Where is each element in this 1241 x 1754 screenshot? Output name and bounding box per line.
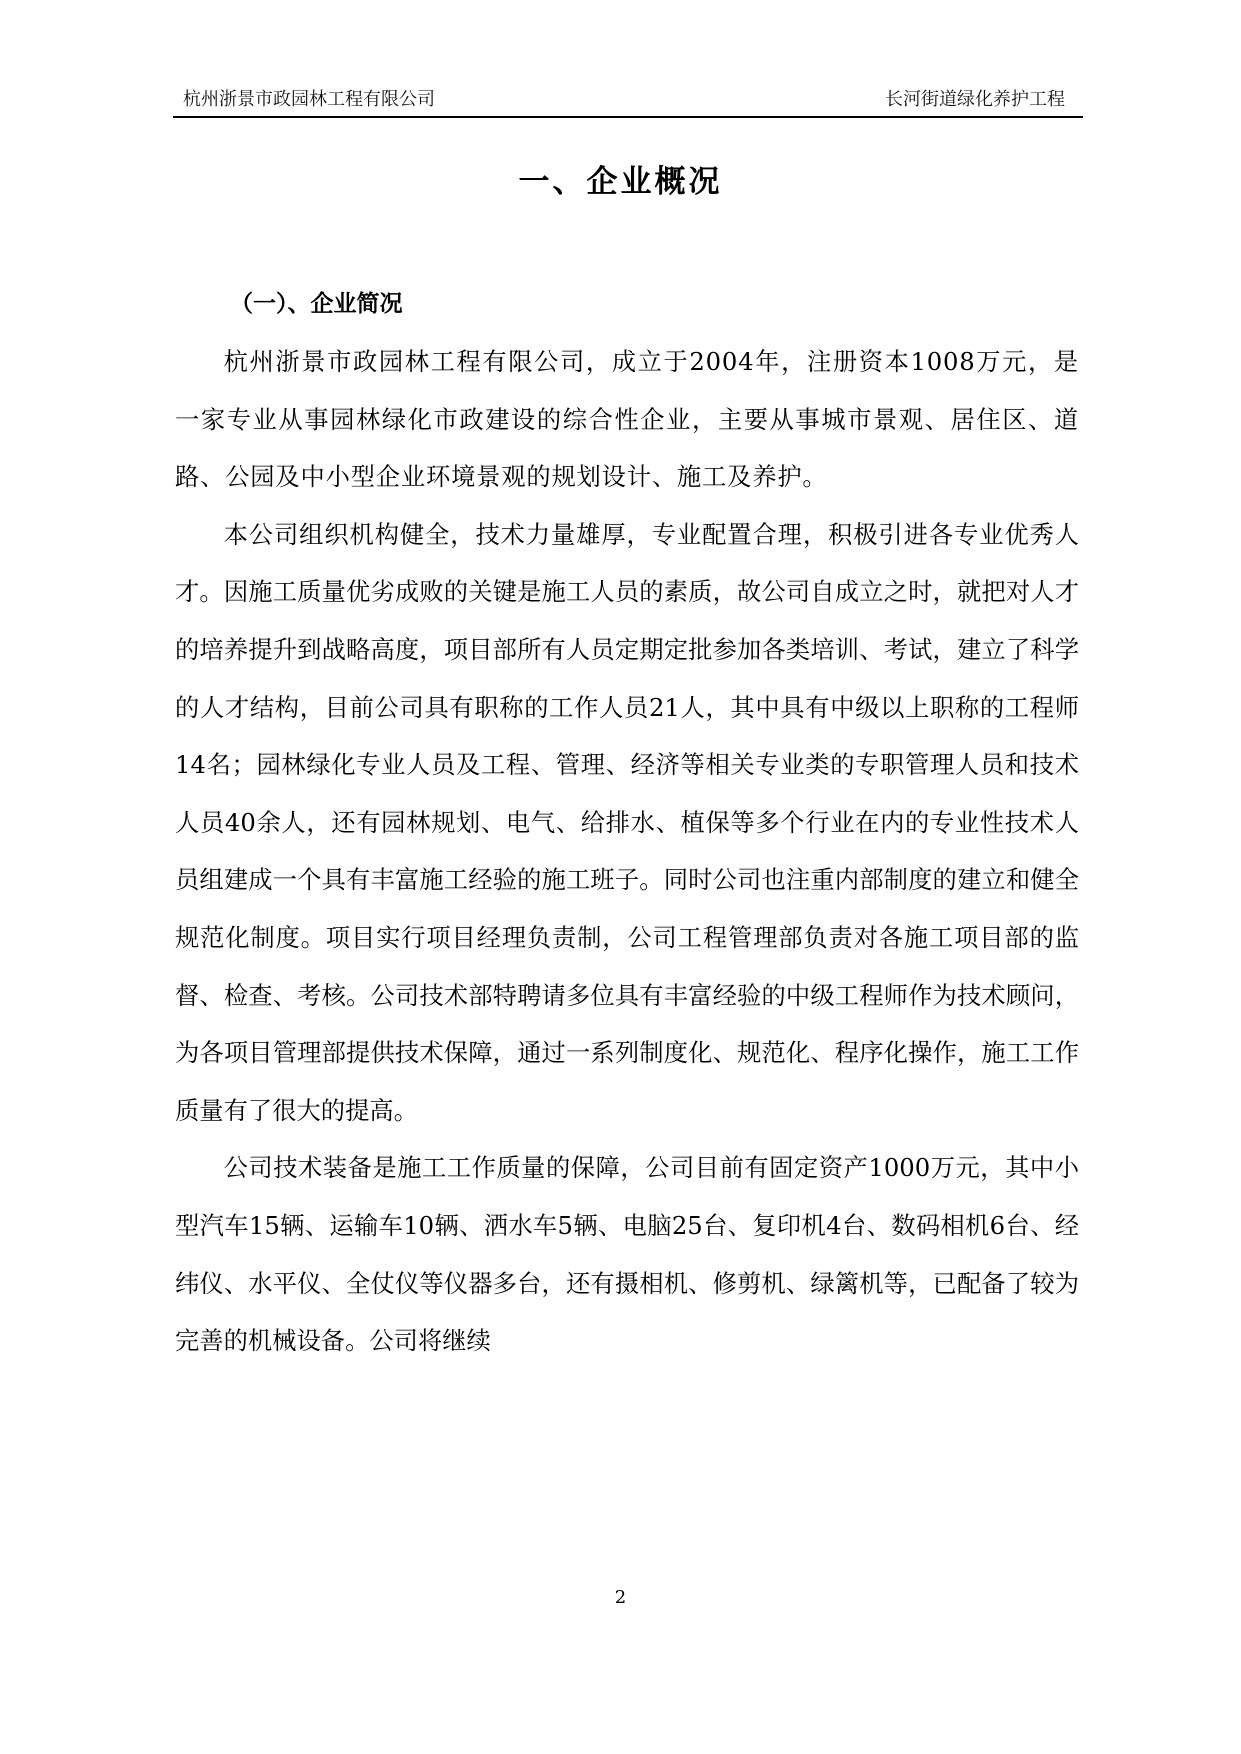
paragraph-organization: 本公司组织机构健全，技术力量雄厚，专业配置合理，积极引进各专业优秀人才。因施工质量优劣成败的关键是施工人员的素质，故公司自成立之时，就把对人才的培养提升到战略高度，项目部所有人员定期定批参加各类培训、考试，建立了科学的人才结构，目前公司具有职称的工作人员21人，其中具有中级以上职称的工程师14名；园林绿化专业人员及工程、管理、经济等相关专业类的专职管理人员和技术人员40余人，还有园林规划、电气、给排水、植保等多个行业在内的专业性技术人员组建成一个具有丰富施工经验的施工班子。同时公司也注重内部制度的建立和健全规范化制度。项目实行项目经理负责制，公司工程管理部负责对各施工项目部的监督、检查、考核。公司技术部特聘请多位具有丰富经验的中级工程师作为技术顾问，为各项目管理部提供技术保障，通过一系列制度化、规范化、程序化操作，施工工作质量有了很大的提高。 [175,519,1079,1125]
chapter-title: 一、企业概况 [518,164,723,200]
section-heading: （一）、企业简况 [230,290,403,317]
header-project-name: 长河街道绿化养护工程 [885,89,1065,110]
page-header [173,84,1083,118]
page-number: 2 [614,1587,627,1608]
paragraph-company-intro: 杭州浙景市政园林工程有限公司，成立于2004年，注册资本1008万元，是一家专业从事园林绿化市政建设的综合性企业，主要从事城市景观、居住区、道路、公园及中小型企业环境景观的规划设计、施工及养护。 [175,347,1079,492]
body-text [175,333,1079,1370]
paragraph-equipment: 公司技术装备是施工工作质量的保障，公司目前有固定资产1000万元，其中小型汽车15辆、运输车10辆、洒水车5辆、电脑25台、复印机4台、数码相机6台、经纬仪、水平仪、全仗仪等仪器多台，还有摄相机、修剪机、绿篱机等，已配备了较为完善的机械设备。公司将继续 [175,1153,1079,1356]
header-company-name: 杭州浙景市政园林工程有限公司 [183,89,435,110]
